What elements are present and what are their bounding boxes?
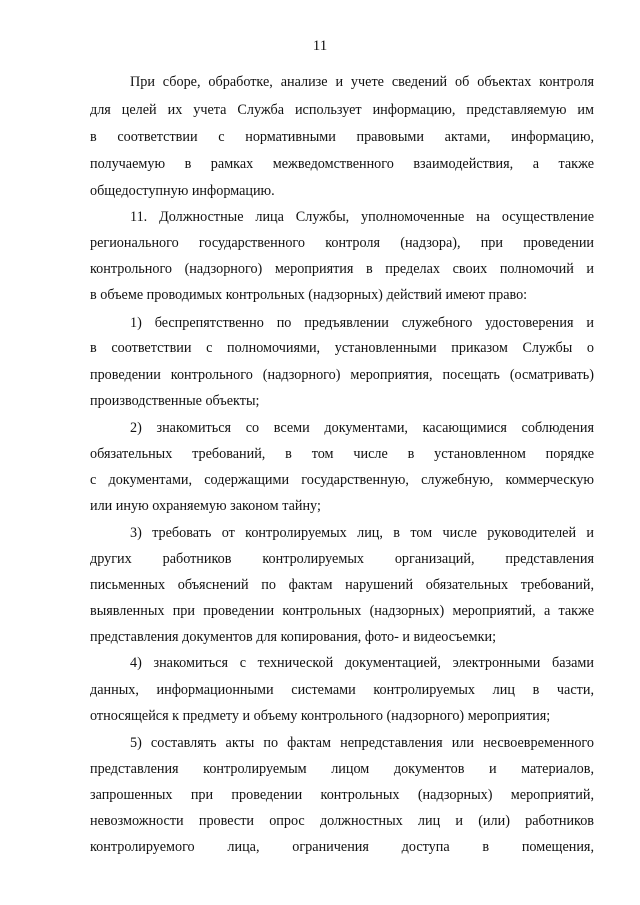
text-line: выявленных при проведении контрольных (надзорных) мероприятий, а также: [90, 603, 594, 619]
text-line: для целей их учета Служба использует информацию, представляемую им: [90, 102, 594, 118]
text-line: общедоступную информацию.: [90, 183, 275, 199]
text-line: письменных объяснений по фактам нарушений обязательных требований,: [90, 577, 594, 593]
text-line: обязательных требований, в том числе в установленном порядке: [90, 446, 594, 462]
text-line: получаемую в рамках межведомственного взаимодействия, а также: [90, 156, 594, 172]
text-line: других работников контролируемых организаций, представления: [90, 551, 594, 567]
text-line: представления документов для копирования, фото- и видеосъемки;: [90, 629, 497, 645]
text-line: запрошенных при проведении контрольных (надзорных) мероприятий,: [90, 787, 594, 803]
text-line: проведении контрольного (надзорного) мероприятия, посещать (осматривать): [90, 367, 594, 383]
text-line: в соответствии с полномочиями, установленными приказом Службы о: [90, 340, 594, 356]
text-line: с документами, содержащими государственную, служебную, коммерческую: [90, 472, 594, 488]
text-line: производственные объекты;: [90, 393, 260, 409]
text-line: в объеме проводимых контрольных (надзорных) действий имеют право:: [90, 287, 528, 303]
text-line: данных, информационными системами контролируемых лиц в части,: [90, 682, 594, 698]
text-line: относящейся к предмету и объему контрольного (надзорного) мероприятия;: [90, 708, 551, 724]
text-line: регионального государственного контроля (надзора), при проведении: [90, 235, 594, 251]
text-line: 2) знакомиться со всеми документами, касающимися соблюдения: [130, 420, 594, 436]
text-line: невозможности провести опрос должностных лиц и (или) работников: [90, 813, 594, 829]
text-line: представления контролируемым лицом документов и материалов,: [90, 761, 594, 777]
text-line: 3) требовать от контролируемых лиц, в том числе руководителей и: [130, 525, 594, 541]
text-line: 11. Должностные лица Службы, уполномоченные на осуществление: [130, 209, 594, 225]
text-line: контролируемого лица, ограничения доступа в помещения,: [90, 839, 594, 855]
page-number: 11: [312, 38, 328, 54]
text-line: 5) составлять акты по фактам непредставления или несвоевременного: [130, 735, 594, 751]
text-line: в соответствии с нормативными правовыми актами, информацию,: [90, 129, 594, 145]
text-line: При сборе, обработке, анализе и учете сведений об объектах контроля: [130, 74, 594, 90]
text-line: 1) беспрепятственно по предъявлении служебного удостоверения и: [130, 315, 594, 331]
text-line: 4) знакомиться с технической документацией, электронными базами: [130, 655, 594, 671]
text-line: контрольного (надзорного) мероприятия в пределах своих полномочий и: [90, 261, 594, 277]
text-line: или иную охраняемую законом тайну;: [90, 498, 321, 514]
